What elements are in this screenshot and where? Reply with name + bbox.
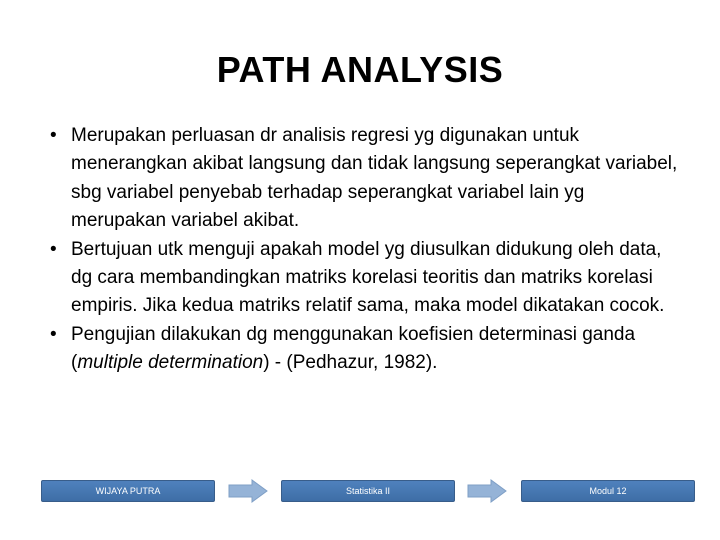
bullet-text: Merupakan perluasan dr analisis regresi yg digunakan untuk menerangkan akibat langsung dan tidak langsung seperangkat variabel, sbg variabel penyebab terhadap seperangkat variabel lain yg merupakan variabel akibat. <box>71 125 678 232</box>
right-arrow-icon <box>467 479 507 503</box>
bullet-item-1 <box>50 122 680 236</box>
bullet-text <box>71 321 680 378</box>
bullet-item-2 <box>50 236 680 321</box>
bullet-marker: • <box>50 323 57 345</box>
bullet-marker: • <box>50 238 57 260</box>
right-arrow-icon <box>228 479 268 503</box>
footer-course-box: Statistika II <box>281 480 455 502</box>
bullet-text-after: ) - (Pedhazur, 1982). <box>263 352 438 374</box>
footer-bar <box>0 480 720 502</box>
footer-author-box: WIJAYA PUTRA <box>41 480 215 502</box>
bullet-text: Bertujuan utk menguji apakah model yg diusulkan didukung oleh data, dg cara membandingkan matriks korelasi teoritis dan matriks korelasi empiris. Jika kedua matriks relatif sama, maka model dikatakan cocok. <box>71 238 665 317</box>
bullet-list <box>50 122 680 378</box>
slide-title: PATH ANALYSIS <box>216 49 504 90</box>
bullet-item-3 <box>50 321 680 378</box>
bullet-text-before: Pengujian dilakukan dg menggunakan koefisien determinasi ganda ( <box>71 323 636 374</box>
footer-module-box: Modul 12 <box>521 480 695 502</box>
bullet-text-italic: multiple determination <box>77 352 264 374</box>
bullet-marker: • <box>50 125 57 146</box>
